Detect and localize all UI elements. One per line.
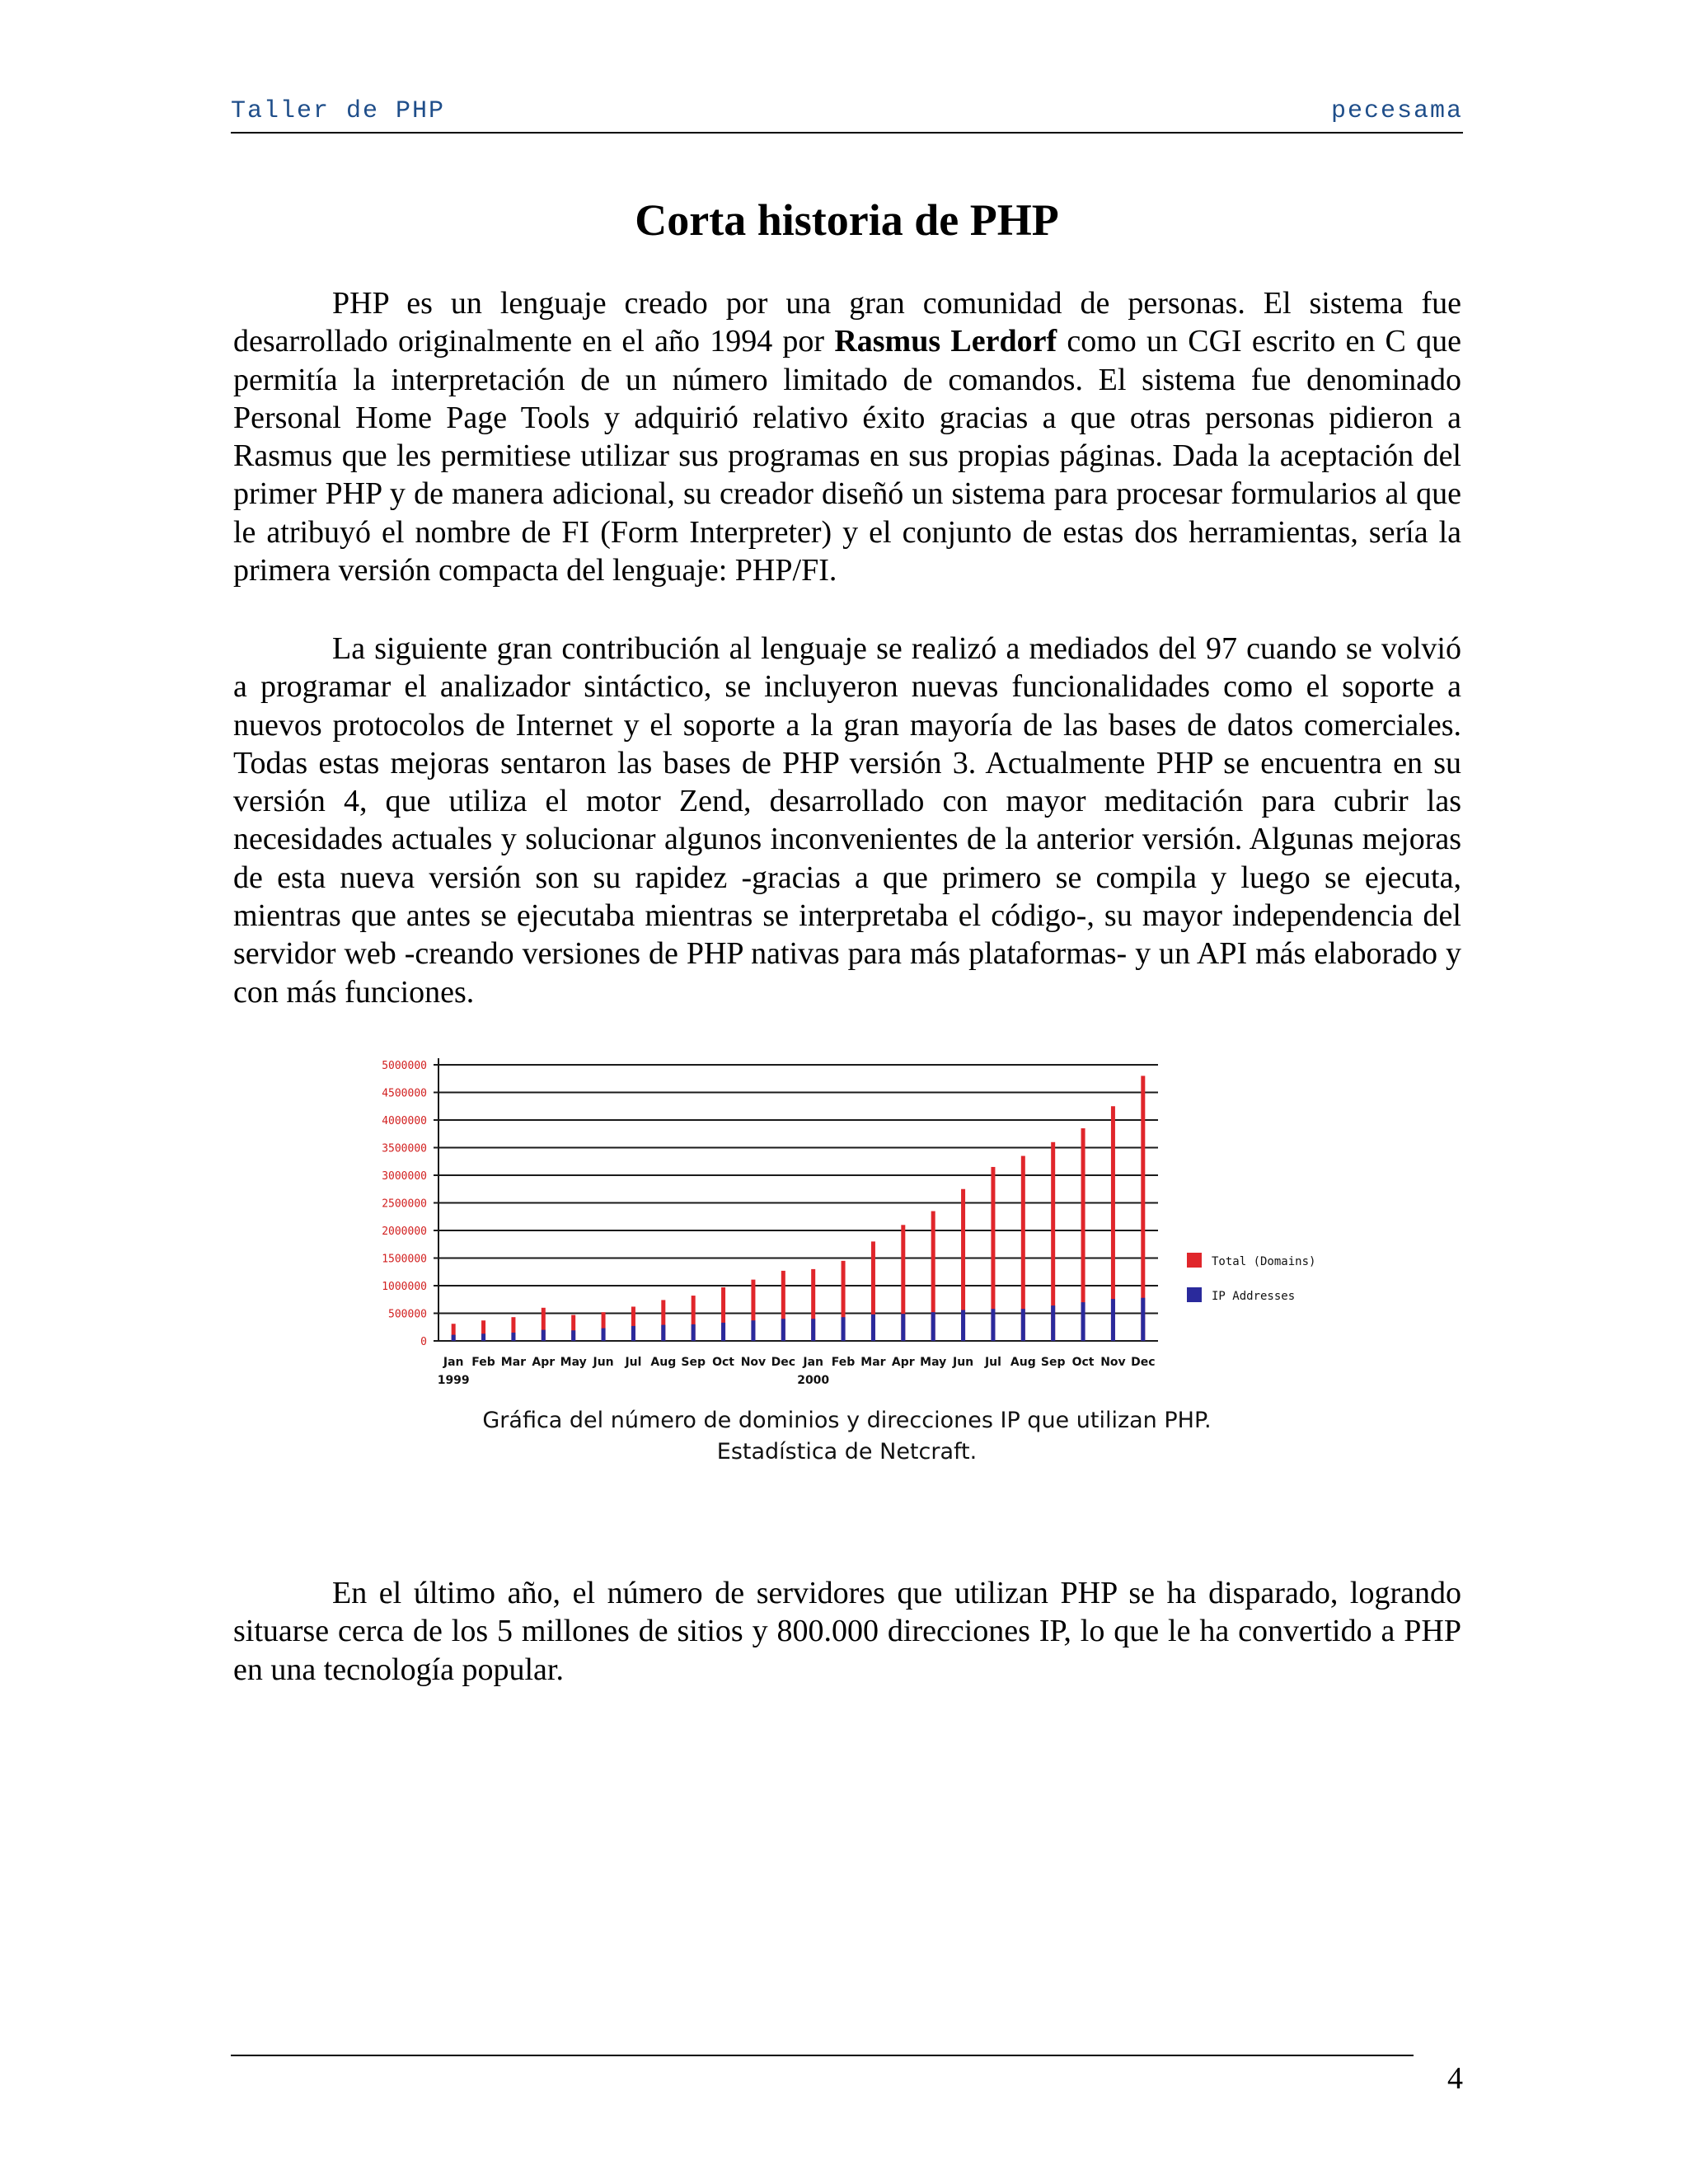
x-tick-label: Jul bbox=[984, 1356, 1001, 1369]
x-tick-label: May bbox=[560, 1356, 587, 1369]
bar-ip-addresses bbox=[1081, 1302, 1085, 1341]
page-title: Corta historia de PHP bbox=[635, 195, 1059, 245]
y-tick-label: 2000000 bbox=[382, 1226, 427, 1238]
bar-ip-addresses bbox=[631, 1326, 635, 1341]
php-usage-chart bbox=[363, 1048, 1335, 1394]
bar-ip-addresses bbox=[931, 1312, 935, 1341]
header-divider bbox=[231, 132, 1463, 134]
paragraph-conclusion: En el último año, el número de servidores que utilizan PHP se ha disparado, logrando situarse cerca de los 5 millones de sitios y 800.000 direcciones IP, lo que le ha convertido a PHP en una tecnología popular. bbox=[233, 1576, 1461, 1687]
x-tick-label: May bbox=[920, 1356, 947, 1369]
x-tick-label: Dec bbox=[771, 1356, 796, 1369]
header-title: Taller de PHP bbox=[231, 97, 446, 125]
x-tick-label: Apr bbox=[532, 1356, 556, 1369]
y-tick-label: 4000000 bbox=[382, 1115, 427, 1127]
bar-ip-addresses bbox=[781, 1319, 785, 1341]
chart-caption bbox=[231, 1405, 1463, 1468]
header-author: pecesama bbox=[1330, 97, 1463, 125]
x-tick-label: Apr bbox=[891, 1356, 915, 1369]
y-tick-label: 5000000 bbox=[382, 1060, 427, 1072]
y-tick-label: 0 bbox=[420, 1336, 427, 1348]
x-tick-label: Feb bbox=[471, 1356, 495, 1369]
bar-ip-addresses bbox=[901, 1314, 905, 1341]
bar-ip-addresses bbox=[511, 1333, 515, 1341]
bar-ip-addresses bbox=[842, 1317, 846, 1341]
x-tick-label: Nov bbox=[740, 1356, 767, 1369]
paragraph-text: PHP es un lenguaje creado por una gran comunidad de personas. El sistema fue desarrollado originalmente en el año 1994 por bbox=[233, 286, 1461, 359]
bar-ip-addresses bbox=[602, 1329, 606, 1341]
bar-ip-addresses bbox=[811, 1319, 815, 1341]
x-tick-label: Jan bbox=[803, 1356, 823, 1369]
bar-ip-addresses bbox=[542, 1330, 546, 1341]
x-tick-label: Aug bbox=[650, 1356, 677, 1369]
y-tick-label: 1000000 bbox=[382, 1281, 427, 1293]
bar-ip-addresses bbox=[961, 1310, 965, 1341]
legend-label: IP Addresses bbox=[1212, 1290, 1296, 1303]
bar-ip-addresses bbox=[721, 1323, 725, 1341]
x-year-label: 2000 bbox=[797, 1374, 830, 1387]
footer-divider bbox=[231, 2055, 1414, 2056]
x-tick-label: Mar bbox=[500, 1356, 527, 1369]
chart-svg bbox=[363, 1048, 1335, 1394]
bar-ip-addresses bbox=[571, 1330, 575, 1341]
bar-ip-addresses bbox=[751, 1320, 755, 1341]
author-name: Rasmus Lerdorf bbox=[834, 324, 1057, 359]
y-tick-label: 500000 bbox=[388, 1308, 427, 1321]
legend-swatch bbox=[1187, 1253, 1202, 1268]
bar-ip-addresses bbox=[1021, 1309, 1025, 1341]
y-tick-label: 4500000 bbox=[382, 1087, 427, 1100]
x-tick-label: Aug bbox=[1010, 1356, 1036, 1369]
caption-line: Gráfica del número de dominios y direcciones IP que utilizan PHP. bbox=[482, 1408, 1212, 1433]
y-tick-label: 1500000 bbox=[382, 1253, 427, 1266]
bar-ip-addresses bbox=[481, 1333, 485, 1341]
bar-ip-addresses bbox=[1111, 1299, 1115, 1341]
x-tick-label: Dec bbox=[1131, 1356, 1156, 1369]
legend-label: Total (Domains) bbox=[1212, 1255, 1316, 1268]
x-tick-label: Oct bbox=[712, 1356, 735, 1369]
x-tick-label: Sep bbox=[1040, 1356, 1066, 1369]
y-tick-label: 3000000 bbox=[382, 1170, 427, 1183]
x-tick-label: Jul bbox=[625, 1356, 642, 1369]
bar-ip-addresses bbox=[452, 1335, 456, 1341]
x-tick-label: Jun bbox=[952, 1356, 974, 1369]
bar-ip-addresses bbox=[1051, 1305, 1055, 1341]
x-tick-label: Jun bbox=[593, 1356, 614, 1369]
caption-line: Estadística de Netcraft. bbox=[716, 1439, 978, 1465]
paragraph-history-evolution: La siguiente gran contribución al lenguaje se realizó a mediados del 97 cuando se volvió a programar el analizador sintáctico, se incluyeron nuevas funcionalidades como el soporte a nuevos protocolos de Internet y el soporte a la gran mayoría de las bases de datos comerciales. Todas estas mejoras sentaron las bases de PHP versión 3. Actualmente PHP se encuentra en su versión 4, que utiliza el motor Zend, desarrollado con mayor meditación para cubrir las necesidades actuales y solucionar algunos inconvenientes de la anterior versión. Algunas mejoras de esta nueva versión son su rapidez -gracias a que primero se compila y luego se ejecuta, mientras que antes se ejecutaba mientras se interpretaba el código-, su mayor independencia del servidor web -creando versiones de PHP nativas para más plataformas- y un API más elaborado y con más funciones. bbox=[233, 631, 1461, 1010]
x-tick-label: Sep bbox=[681, 1356, 706, 1369]
page-header bbox=[231, 97, 1463, 125]
x-tick-label: Oct bbox=[1071, 1356, 1095, 1369]
x-tick-label: Mar bbox=[860, 1356, 886, 1369]
y-tick-label: 2500000 bbox=[382, 1197, 427, 1211]
page-number: 4 bbox=[1447, 2061, 1463, 2096]
paragraph-text: como un CGI escrito en C que permitía la interpretación de un número limitado de comandos. El sistema fue denominado Personal Home Page Tools y adquirió relativo éxito gracias a que otras personas pidieron a Rasmus que les permitiese utilizar sus programas en sus propias páginas. Dada la aceptación del primer PHP y de manera adicional, su creador diseñó un sistema para procesar formularios al que le atribuyó el nombre de FI (Form Interpreter) y el conjunto de estas dos herramientas, sería la primera versión compacta del lenguaje: PHP/FI. bbox=[233, 324, 1461, 588]
bar-ip-addresses bbox=[991, 1309, 995, 1341]
bar-ip-addresses bbox=[692, 1324, 696, 1341]
x-year-label: 1999 bbox=[437, 1374, 470, 1387]
legend-swatch bbox=[1187, 1287, 1202, 1302]
bar-ip-addresses bbox=[1141, 1298, 1145, 1341]
paragraph-history-origin bbox=[233, 284, 1461, 589]
x-tick-label: Jan bbox=[443, 1356, 464, 1369]
y-tick-label: 3500000 bbox=[382, 1142, 427, 1155]
x-tick-label: Nov bbox=[1100, 1356, 1126, 1369]
bar-ip-addresses bbox=[871, 1315, 875, 1341]
bar-ip-addresses bbox=[661, 1325, 665, 1341]
x-tick-label: Feb bbox=[831, 1356, 856, 1369]
